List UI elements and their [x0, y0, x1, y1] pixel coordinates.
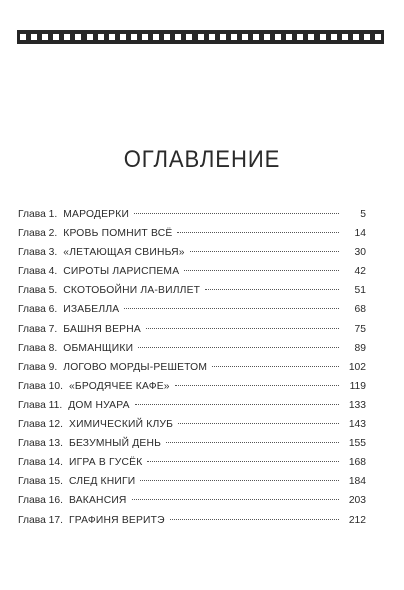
film-strip-hole	[209, 34, 215, 40]
toc-entry	[18, 205, 366, 224]
toc-entry	[18, 262, 366, 281]
film-strip-hole	[131, 34, 137, 40]
toc-entry	[18, 434, 366, 453]
toc-chapter-title: СЛЕД КНИГИ	[69, 476, 136, 488]
toc-chapter-title: МАРОДЕРКИ	[63, 209, 130, 220]
toc-page-number: 143	[348, 419, 366, 431]
film-strip-hole	[320, 34, 326, 40]
toc-page-number: 30	[354, 247, 366, 259]
toc-chapter-title: КРОВЬ ПОМНИТ ВСЁ	[63, 228, 173, 240]
toc-chapter-title: ЛОГОВО МОРДЫ-РЕШЕТОМ	[63, 361, 208, 373]
toc-chapter-number: Глава 4.	[18, 266, 58, 278]
film-strip-hole	[286, 34, 292, 40]
toc-dot-leader	[212, 365, 339, 367]
film-strip-hole	[275, 34, 281, 40]
toc-chapter-number: Глава 11.	[18, 399, 63, 411]
toc-dot-leader	[135, 403, 339, 405]
toc-chapter-number: Глава 6.	[18, 304, 58, 316]
film-strip-hole	[175, 34, 181, 40]
toc-dot-leader	[177, 231, 339, 233]
film-strip-hole	[20, 34, 26, 40]
toc-dot-leader	[147, 460, 339, 462]
toc-page-number: 89	[354, 342, 366, 354]
film-strip-hole	[242, 34, 248, 40]
film-strip-hole	[75, 34, 81, 40]
toc-dot-leader	[132, 498, 339, 500]
toc-chapter-title: «БРОДЯЧЕЕ КАФЕ»	[69, 380, 170, 392]
table-of-contents	[18, 205, 366, 530]
toc-dot-leader	[138, 346, 339, 348]
toc-chapter-number: Глава 3.	[18, 247, 58, 259]
film-strip-holes	[20, 34, 381, 40]
toc-entry	[18, 396, 366, 415]
toc-chapter-number: Глава 12.	[18, 419, 63, 431]
toc-page-number: 42	[354, 266, 366, 278]
film-strip-hole	[98, 34, 104, 40]
film-strip-hole	[297, 34, 303, 40]
toc-chapter-number: Глава 5.	[18, 285, 58, 297]
toc-entry	[18, 358, 366, 377]
toc-chapter-number: Глава 15.	[18, 476, 63, 488]
toc-chapter-number: Глава 9.	[18, 361, 58, 373]
toc-entry	[18, 453, 366, 472]
toc-chapter-number: Глава 7.	[18, 323, 58, 335]
page-title: ОГЛАВЛЕНИЕ	[123, 146, 281, 173]
toc-chapter-title: ГРАФИНЯ ВЕРИТЭ	[69, 514, 165, 526]
film-strip-hole	[31, 34, 37, 40]
toc-dot-leader	[140, 479, 339, 481]
toc-entry	[18, 491, 366, 510]
toc-page-number: 203	[348, 495, 366, 507]
toc-chapter-title: СИРОТЫ ЛАРИСПЕМА	[63, 266, 180, 278]
film-strip-decoration	[17, 30, 384, 44]
film-strip-hole	[308, 34, 314, 40]
toc-entry	[18, 415, 366, 434]
film-strip-hole	[153, 34, 159, 40]
toc-dot-leader	[178, 422, 339, 424]
film-strip-hole	[53, 34, 59, 40]
film-strip-hole	[353, 34, 359, 40]
film-strip-hole	[375, 34, 381, 40]
toc-chapter-title: БЕЗУМНЫЙ ДЕНЬ	[69, 438, 162, 450]
toc-chapter-number: Глава 2.	[18, 228, 58, 240]
film-strip-hole	[198, 34, 204, 40]
toc-entry	[18, 224, 366, 243]
toc-entry	[18, 377, 366, 396]
toc-page-number: 168	[348, 457, 366, 469]
toc-chapter-title: ДОМ НУАРА	[68, 399, 130, 411]
toc-chapter-title: БАШНЯ ВЕРНА	[63, 323, 141, 335]
film-strip-hole	[220, 34, 226, 40]
toc-entry	[18, 243, 366, 262]
toc-page-number: 5	[360, 209, 366, 220]
toc-page-number: 68	[354, 304, 366, 316]
film-strip-hole	[64, 34, 70, 40]
toc-dot-leader	[146, 327, 339, 329]
toc-page-number: 14	[354, 228, 366, 240]
toc-chapter-number: Глава 13.	[18, 438, 63, 450]
toc-dot-leader	[134, 212, 339, 214]
toc-chapter-title: ИЗАБЕЛЛА	[63, 304, 120, 316]
toc-chapter-number: Глава 1.	[18, 209, 58, 220]
toc-dot-leader	[184, 269, 339, 271]
toc-entry	[18, 511, 366, 530]
toc-chapter-title: СКОТОБОЙНИ ЛА-ВИЛЛЕТ	[63, 285, 201, 297]
toc-chapter-title: ВАКАНСИЯ	[69, 495, 127, 507]
toc-entry	[18, 300, 366, 319]
toc-page-number: 75	[354, 323, 366, 335]
film-strip-hole	[142, 34, 148, 40]
toc-entry	[18, 339, 366, 358]
film-strip-hole	[253, 34, 259, 40]
film-strip-hole	[364, 34, 370, 40]
film-strip-hole	[120, 34, 126, 40]
toc-chapter-number: Глава 16.	[18, 495, 63, 507]
toc-dot-leader	[175, 384, 339, 386]
toc-chapter-number: Глава 10.	[18, 380, 63, 392]
toc-page-number: 102	[348, 361, 366, 373]
toc-chapter-title: «ЛЕТАЮЩАЯ СВИНЬЯ»	[63, 247, 185, 259]
toc-page-number: 155	[348, 438, 366, 450]
toc-dot-leader	[166, 441, 339, 443]
film-strip-hole	[164, 34, 170, 40]
toc-chapter-number: Глава 17.	[18, 514, 63, 526]
toc-dot-leader	[124, 307, 339, 309]
film-strip-hole	[331, 34, 337, 40]
toc-page-number: 133	[348, 399, 366, 411]
toc-dot-leader	[190, 250, 339, 252]
toc-dot-leader	[205, 288, 339, 290]
toc-page-number: 51	[354, 285, 366, 297]
film-strip-hole	[342, 34, 348, 40]
film-strip-hole	[264, 34, 270, 40]
toc-chapter-number: Глава 8.	[18, 342, 58, 354]
toc-chapter-title: ХИМИЧЕСКИЙ КЛУБ	[69, 419, 174, 431]
toc-chapter-title: ОБМАНЩИКИ	[63, 342, 134, 354]
film-strip-hole	[109, 34, 115, 40]
toc-page-number: 119	[349, 380, 366, 392]
toc-dot-leader	[170, 518, 339, 520]
toc-chapter-number: Глава 14.	[18, 457, 63, 469]
film-strip-hole	[42, 34, 48, 40]
toc-page-number: 184	[348, 476, 366, 488]
toc-entry	[18, 472, 366, 491]
film-strip-hole	[186, 34, 192, 40]
toc-chapter-title: ИГРА В ГУСЁК	[69, 457, 143, 469]
toc-entry	[18, 320, 366, 339]
film-strip-hole	[87, 34, 93, 40]
film-strip-hole	[231, 34, 237, 40]
toc-entry	[18, 281, 366, 300]
toc-page-number: 212	[348, 514, 366, 526]
